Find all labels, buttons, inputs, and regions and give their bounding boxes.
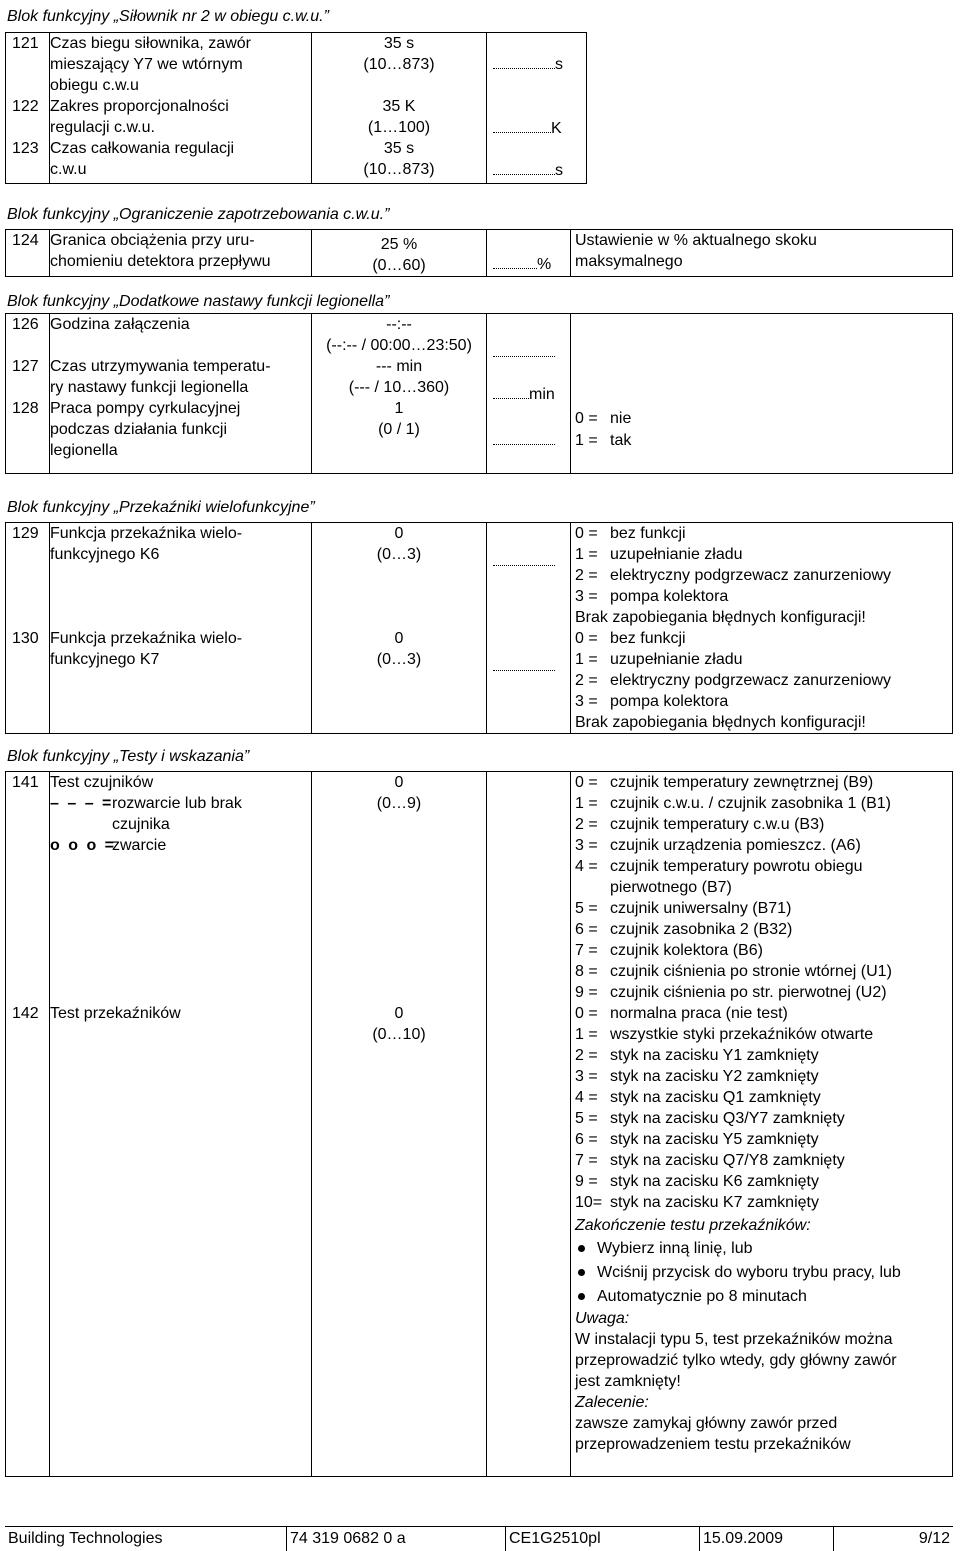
fill-in-field[interactable] — [493, 551, 555, 572]
fill-in-column — [487, 230, 571, 277]
param-descriptions — [50, 33, 312, 184]
footer-company: Building Technologies — [8, 1530, 163, 1547]
param-value-cell — [312, 230, 487, 277]
param-value: 35 s — [383, 140, 415, 157]
param-values — [312, 33, 487, 184]
bullet-item: Automatycznie po 8 minutach — [575, 1284, 952, 1308]
config-note: Brak zapobiegania błędnych konfiguracji! — [575, 714, 866, 731]
bullet-item: Wybierz inną linię, lub — [575, 1236, 952, 1260]
footer-doc-code: CE1G2510pl — [505, 1527, 699, 1551]
param-value: 0 — [394, 525, 404, 542]
param-num: 121 — [12, 35, 39, 52]
recommendation-text: przeprowadzeniem testu przekaźników — [575, 1436, 851, 1453]
param-value: 35 K — [382, 98, 416, 115]
param-num: 122 — [12, 98, 39, 115]
param-value: 35 s — [383, 35, 415, 52]
fill-in-field[interactable]: K — [493, 118, 562, 139]
param-num: 123 — [12, 140, 39, 157]
demand-limit-table — [5, 229, 953, 277]
fill-in-field[interactable] — [493, 342, 555, 363]
param-numbers: 129 130 — [6, 523, 50, 734]
param-desc: regulacji c.w.u. — [50, 119, 155, 136]
recommendation-text: zawsze zamykaj główny zawór przed — [575, 1415, 838, 1432]
param-value: --- min — [375, 358, 423, 375]
param-options: 0 = czujnik temperatury zewnętrznej (B9) 1 = czujnik c.w.u. / czujnik zasobnika 1 (B1) 2 = czujnik temperatury c.w.u (B3) 3 = czujnik urządzenia pomieszcz. (A6) 4 = czujnik temperatury powrotu obiegu pierwotnego (B7) 5 = czujnik uniwersalny (B71) 6 = czujnik zasobnika 2 (B32) 7 = czujnik kolektora (B6) 8 = czujnik ciśnienia po stronie wtórnej (U1) 9 = czujnik ciśnienia po str. pierwotnej (U2) 0 = normalna praca (nie test) 1 = wszystkie styki przekaźników otwarte 2 = styk na zacisku Y1 zamknięty 3 = styk na zacisku Y2 zamknięty 4 = styk na zacisku Q1 zamknięty 5 = styk na zacisku Q3/Y7 zamknięty 6 = styk na zacisku Y5 zamknięty 7 = styk na zacisku Q7/Y8 zamknięty 9 = styk na zacisku K6 zamknięty 10= styk na zacisku K7 zamknięty Zakończenie testu przekaźników: Wybierz inną linię, lub Wciśnij przycisk do wyboru trybu pracy, lub Automatycznie po 8 minutach Uwaga: W instalacji typu 5, test przekaźników można przeprowadzić tylko wtedy, gdy główny zawór jest zamknięty! Zalecenie: zawsze zamykaj główny zawór przed przeprowadzeniem testu przekaźników — [571, 772, 953, 1477]
fill-in-column — [487, 772, 571, 1477]
param-range: (0…3) — [376, 651, 422, 668]
param-descriptions: Godzina załączenia Czas utrzymywania temperatu- ry nastawy funkcji legionella Praca pompy cyrkulacyjnej podczas działania funkcji legionella — [50, 314, 312, 474]
block-title-tests: Blok funkcyjny „Testy i wskazania” — [7, 748, 250, 765]
footer-date: 15.09.2009 — [699, 1527, 833, 1551]
tests-table — [5, 771, 953, 1477]
bullet-item: Wciśnij przycisk do wyboru trybu pracy, lub — [575, 1260, 952, 1284]
legionella-table — [5, 313, 953, 474]
fill-in-field[interactable]: s — [493, 54, 563, 75]
footer-doc-number: 74 319 0682 0 a — [286, 1527, 505, 1551]
test-end-heading: Zakończenie testu przekaźników: — [575, 1217, 811, 1234]
note-label: Uwaga: — [575, 1310, 630, 1327]
param-range: (0…9) — [376, 795, 422, 812]
relays-table — [5, 522, 953, 734]
config-note: Brak zapobiegania błędnych konfiguracji! — [575, 609, 866, 626]
note-text: jest zamknięty! — [575, 1373, 681, 1390]
fill-in-field[interactable] — [493, 656, 555, 677]
param-range: (1…100) — [367, 119, 431, 136]
fill-in-field[interactable]: s — [493, 160, 563, 181]
param-descriptions: Test czujników – – – = rozwarcie lub brak czujnika o o o = zwarcie Test przekaźników — [50, 772, 312, 1477]
param-value: 0 — [394, 630, 404, 647]
param-remarks: Ustawienie w % aktualnego skoku maksymalnego — [571, 230, 953, 277]
param-range: (0…10) — [372, 1026, 426, 1043]
param-value: 0 — [394, 774, 404, 791]
param-options: 0 = nie 1 = tak — [571, 314, 953, 474]
param-desc: Czas całkowania regulacji — [50, 140, 235, 157]
param-values — [312, 314, 487, 474]
param-numbers: 126 127 128 — [6, 314, 50, 474]
param-desc: Zakres proporcjonalności — [50, 98, 229, 115]
param-desc: obiegu c.w.u — [50, 77, 139, 94]
open-circuit-symbol: – – – = — [50, 795, 114, 812]
param-range: (--:-- / 00:00…23:50) — [326, 337, 472, 354]
block-title-legionella: Blok funkcyjny „Dodatkowe nastawy funkcji legionella” — [7, 293, 390, 310]
param-numbers: 141 142 — [6, 772, 50, 1477]
param-range: (0…60) — [372, 257, 426, 274]
param-range: (0 / 1) — [378, 421, 420, 438]
short-circuit-symbol: o o o = — [50, 837, 116, 854]
param-desc: mieszający Y7 we wtórnym — [50, 56, 243, 73]
recommendation-label: Zalecenie: — [575, 1394, 649, 1411]
param-desc: Czas biegu siłownika, zawór — [50, 35, 251, 52]
block-title-actuator: Blok funkcyjny „Siłownik nr 2 w obiegu c.w.u.” — [7, 8, 329, 25]
note-text: przeprowadzić tylko wtedy, gdy główny zawór — [575, 1352, 897, 1369]
param-numbers — [6, 33, 50, 184]
param-value: 25 % — [380, 236, 418, 253]
param-desc: c.w.u — [50, 161, 87, 178]
page-footer — [5, 1526, 953, 1551]
footer-page: 9/12 — [833, 1527, 953, 1551]
fill-in-column — [487, 33, 587, 184]
param-range: (10…873) — [363, 161, 435, 178]
param-descriptions: Funkcja przekaźnika wielo- funkcyjnego K6 Funkcja przekaźnika wielo- funkcyjnego K7 — [50, 523, 312, 734]
param-values — [312, 523, 487, 734]
param-num: 124 — [6, 230, 50, 277]
fill-in-column — [487, 314, 571, 474]
fill-in-column — [487, 523, 571, 734]
param-range: (0…3) — [376, 546, 422, 563]
actuator-table — [5, 32, 587, 184]
fill-in-field[interactable]: % — [493, 254, 551, 275]
param-options: 0 = bez funkcji 1 = uzupełnianie zładu 2 = elektryczny podgrzewacz zanurzeniowy 3 = pompa kolektora Brak zapobiegania błędnych konfiguracji! 0 = bez funkcji 1 = uzupełnianie zładu 2 = elektryczny podgrzewacz zanurzeniowy 3 = pompa kolektora Brak zapobiegania błędnych konfiguracji! — [571, 523, 953, 734]
fill-in-field[interactable]: min — [493, 384, 555, 405]
param-value: 1 — [394, 400, 404, 417]
block-title-relays: Blok funkcyjny „Przekaźniki wielofunkcyjne” — [7, 499, 315, 516]
note-text: W instalacji typu 5, test przekaźników można — [575, 1331, 893, 1348]
param-values — [312, 772, 487, 1477]
param-range: (--- / 10…360) — [348, 379, 450, 396]
param-value: --:-- — [386, 316, 412, 333]
param-value: 0 — [394, 1005, 404, 1022]
param-range: (10…873) — [363, 56, 435, 73]
fill-in-field[interactable] — [493, 430, 555, 451]
block-title-demand-limit: Blok funkcyjny „Ograniczenie zapotrzebowania c.w.u.” — [7, 206, 390, 223]
param-description: Granica obciążenia przy uru- chomieniu detektora przepływu — [50, 230, 312, 277]
